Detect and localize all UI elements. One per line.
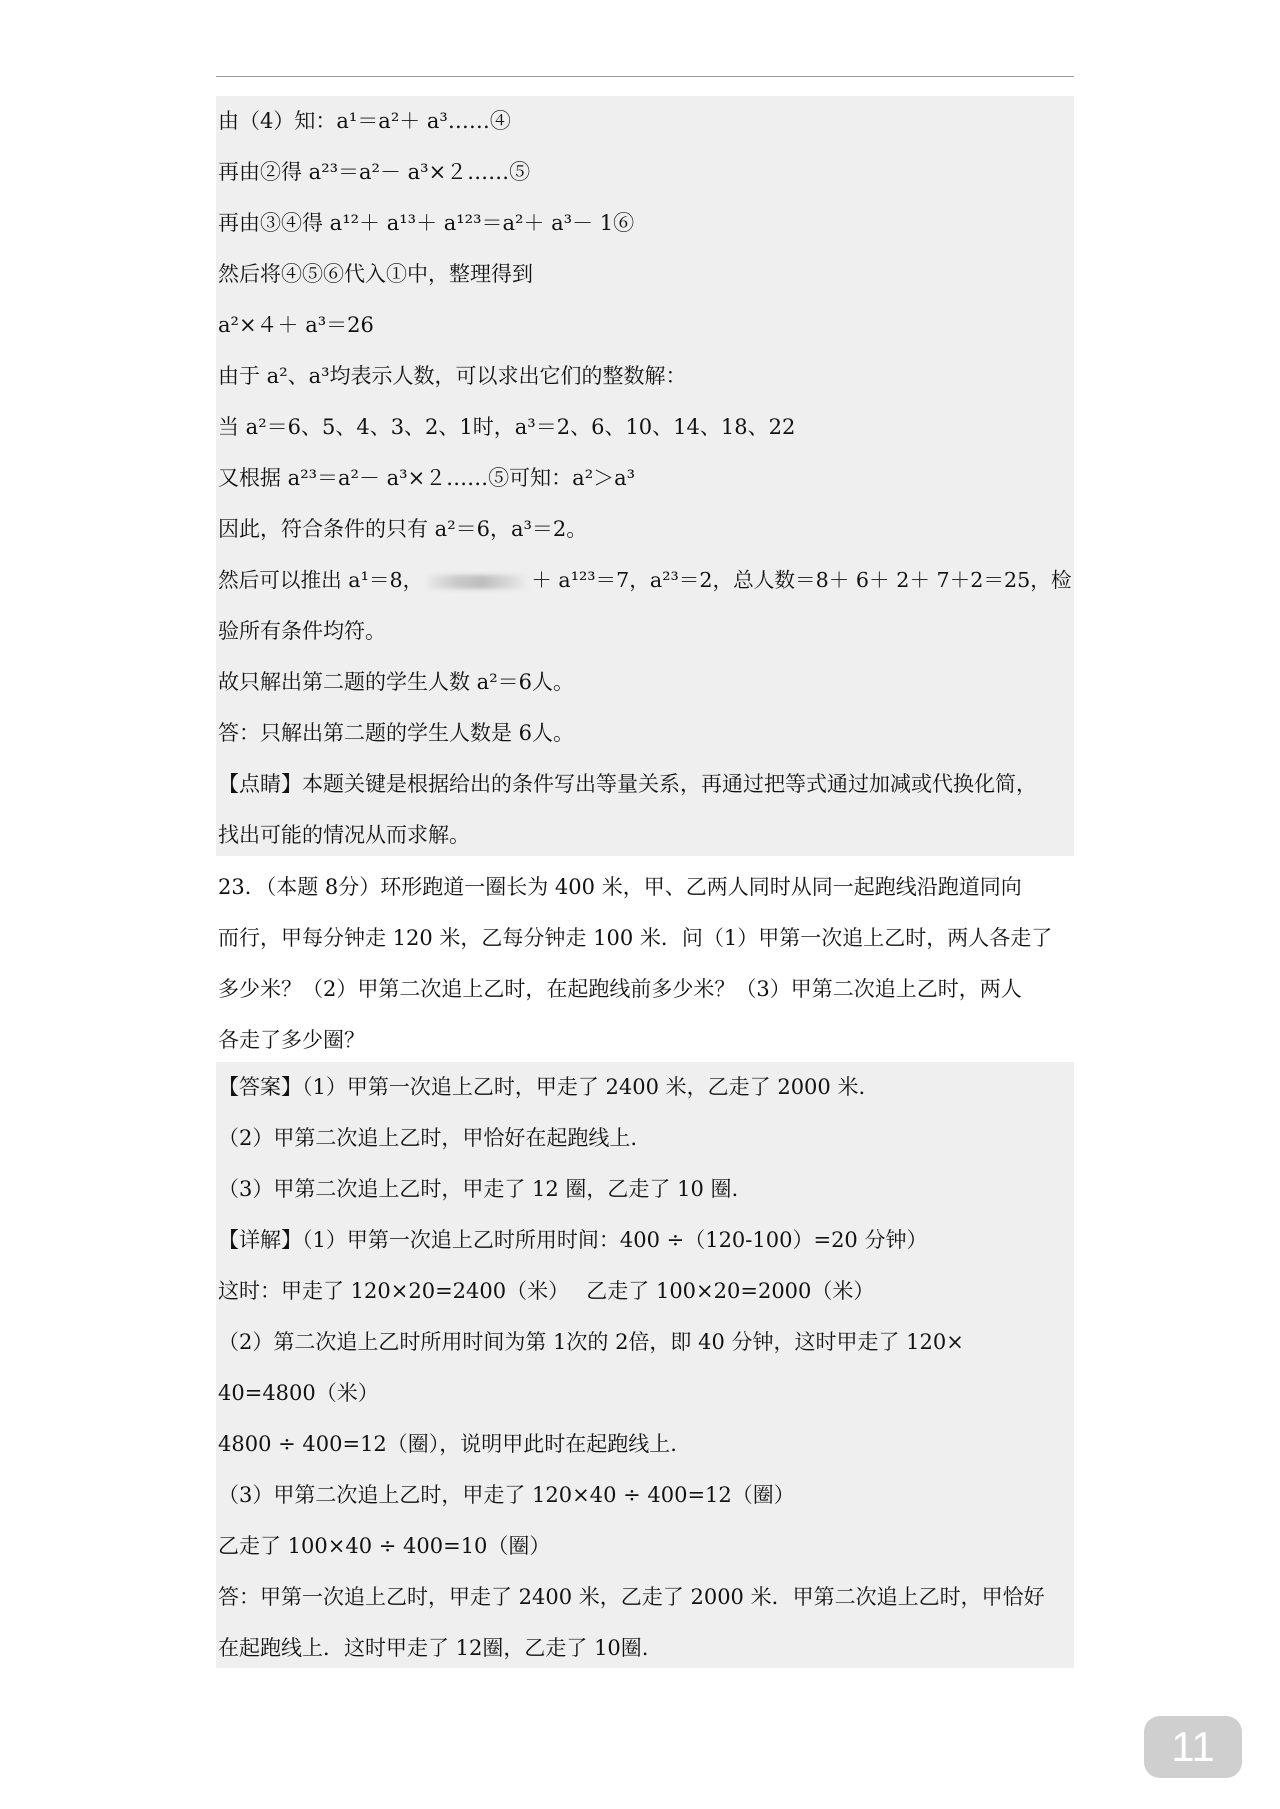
detail-line: 【详解】（1）甲第一次追上乙时所用时间：400 ÷（120-100）=20 分钟） [218,1228,928,1252]
text-line: 答：只解出第二题的学生人数是 6人。 [218,721,575,745]
final-answer-line: 答：甲第一次追上乙时，甲走了 2400 米，乙走了 2000 米．甲第二次追上乙时，甲恰好 [218,1585,1045,1609]
text-line: 由（4）知：a¹＝a²＋ a³……④ [218,109,511,133]
detail-line: 这时：甲走了 120×20=2400（米） 乙走了 100×20=2000（米） [218,1279,875,1303]
answer-line: 【答案】（1）甲第一次追上乙时，甲走了 2400 米，乙走了 2000 米. [218,1075,866,1099]
text-fragment: 然后可以推出 a¹＝8， [218,568,424,592]
detail-line: 乙走了 100×40 ÷ 400=10（圈） [218,1534,551,1558]
text-line: 当 a²＝6、5、4、3、2、1时，a³＝2、6、10、14、18、22 [218,415,796,439]
page-number-badge: 11 [1144,1716,1242,1778]
detail-line: 40=4800（米） [218,1381,379,1405]
question-line: 而行，甲每分钟走 120 米，乙每分钟走 100 米．问（1）甲第一次追上乙时，两人各走了 [218,926,1053,950]
key-point-line: 【点睛】本题关键是根据给出的条件写出等量关系，再通过把等式通过加减或代换化简， [218,772,1037,796]
redaction-blur [427,575,527,589]
final-answer-line: 在起跑线上．这时甲走了 12圈，乙走了 10圈. [218,1636,649,1660]
text-line-with-redaction [216,555,1074,606]
answer-line: （2）甲第二次追上乙时，甲恰好在起跑线上. [218,1126,638,1150]
text-line: 又根据 a²³＝a²－ a³×２……⑤可知：a²＞a³ [218,466,636,490]
text-fragment: ＋ a¹²³＝7，a²³＝2，总人数＝8＋ 6＋ 2＋ 7＋2＝25，检 [531,568,1072,592]
text-line: 再由③④得 a¹²＋ a¹³＋ a¹²³＝a²＋ a³－ 1⑥ [218,211,635,235]
answer-block [216,1062,1074,1668]
text-line: 由于 a²、a³均表示人数，可以求出它们的整数解： [218,364,687,388]
text-line: a²×４＋ a³＝26 [218,313,374,337]
answer-line: （3）甲第二次追上乙时，甲走了 12 圈，乙走了 10 圈. [218,1177,739,1201]
text-line: 再由②得 a²³＝a²－ a³×２……⑤ [218,160,531,184]
question-line: 多少米？（2）甲第二次追上乙时，在起跑线前多少米？（3）甲第二次追上乙时，两人 [218,977,1022,1001]
text-line: 然后将④⑤⑥代入①中，整理得到 [218,262,533,286]
detail-line: 4800 ÷ 400=12（圈），说明甲此时在起跑线上. [218,1432,677,1456]
text-line: 验所有条件均符。 [218,619,386,643]
header-rule [216,76,1074,77]
question-line: 23．（本题 8分）环形跑道一圈长为 400 米，甲、乙两人同时从同一起跑线沿跑道同向 [218,875,1022,899]
text-line: 因此，符合条件的只有 a²＝6，a³＝2。 [218,517,588,541]
text-line: 找出可能的情况从而求解。 [218,823,470,847]
detail-line: （3）甲第二次追上乙时，甲走了 120×40 ÷ 400=12（圈） [218,1483,795,1507]
detail-line: （2）第二次追上乙时所用时间为第 1次的 2倍，即 40 分钟，这时甲走了 120× [218,1330,964,1354]
question-line: 各走了多少圈？ [218,1028,365,1052]
solution-continued-block [216,96,1074,856]
question-23-block [216,862,1074,1062]
text-line: 故只解出第二题的学生人数 a²＝6人。 [218,670,574,694]
